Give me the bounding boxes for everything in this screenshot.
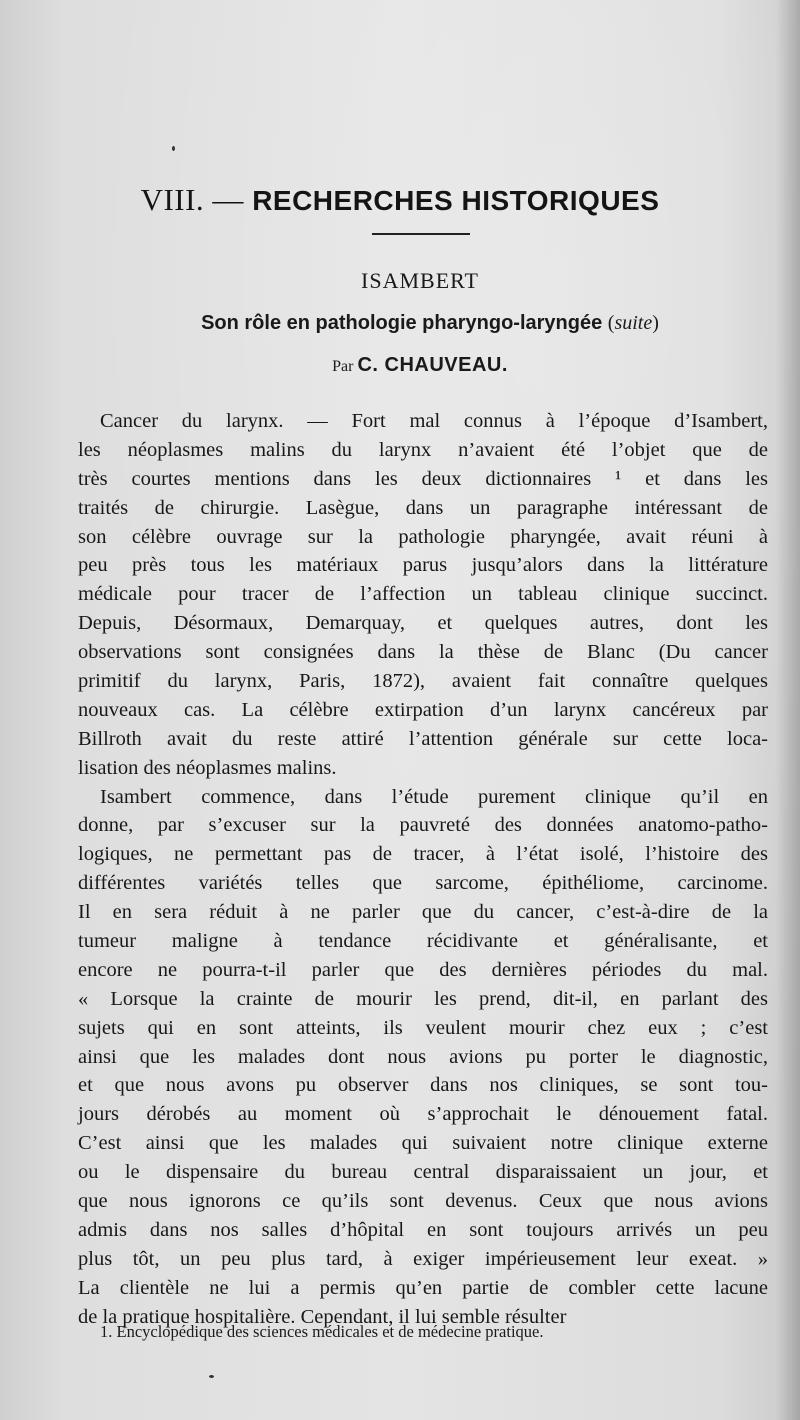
byline-prefix: Par xyxy=(332,358,354,375)
body-line: traités de chirurgie. Lasègue, dans un paragraphe intéressant de xyxy=(78,496,768,519)
body-line: tumeur maligne à tendance récidivante et généralisante, et xyxy=(78,930,768,953)
body-line: de la pratique hospitalière. Cependant, il lui semble résulter xyxy=(78,1305,567,1328)
body-line: logiques, ne permettant pas de tracer, à l’état isolé, l’histoire des xyxy=(78,843,768,866)
body-line: ainsi que les malades dont nous avions pu porter le diagnostic, xyxy=(78,1045,768,1068)
chapter-heading xyxy=(0,182,800,218)
body-line: très courtes mentions dans les deux dictionnaires ¹ et dans les xyxy=(78,467,768,490)
body-line: médicale pour tracer de l’affection un tableau clinique succinct. xyxy=(78,583,768,606)
body-line: La clientèle ne lui a permis qu’en partie de combler cette lacune xyxy=(78,1276,768,1299)
chapter-number: VIII. — xyxy=(140,182,244,217)
heading-rule xyxy=(372,233,470,235)
byline xyxy=(0,354,800,377)
body-line: admis dans nos salles d’hôpital en sont toujours arrivés un peu xyxy=(78,1218,768,1241)
body-line: Cancer du larynx. — Fort mal connus à l’époque d’Isambert, xyxy=(100,410,768,432)
subtitle-paren-close: ) xyxy=(652,312,659,334)
body-line: donne, par s’excuser sur la pauvreté des données anatomo-patho- xyxy=(78,814,768,837)
body-line: Il en sera réduit à ne parler que du cancer, c’est-à-dire de la xyxy=(78,901,768,924)
body-line: sujets qui en sont atteints, ils veulent mourir chez eux ; c’est xyxy=(78,1016,768,1039)
body-line: peu près tous les matériaux parus jusqu’alors dans la littérature xyxy=(78,554,768,577)
byline-author: C. CHAUVEAU. xyxy=(357,354,508,376)
article-name: ISAMBERT xyxy=(361,268,479,293)
body-line: Billroth avait du reste attiré l’attention générale sur cette loca- xyxy=(78,727,768,750)
ink-speck xyxy=(172,146,175,151)
body-line: Depuis, Désormaux, Demarquay, et quelques autres, dont les xyxy=(78,612,768,635)
subtitle-paren-open: ( xyxy=(607,312,615,334)
footnote: 1. Encyclopédique des sciences médicales et de médecine pratique. xyxy=(100,1322,544,1341)
body-line: encore ne pourra-t-il parler que des dernières périodes du mal. xyxy=(78,958,768,981)
body-line: les néoplasmes malins du larynx n’avaient été l’objet que de xyxy=(78,438,768,461)
article-subtitle xyxy=(0,312,800,335)
subtitle-suite: suite xyxy=(614,312,653,334)
body-line: ou le dispensaire du bureau central disparaissaient un jour, et xyxy=(78,1161,768,1184)
body-line: que nous ignorons ce qu’ils sont devenus. Ceux que nous avions xyxy=(78,1190,768,1213)
body-line: jours dérobés au moment où s’approchait le dénouement fatal. xyxy=(78,1103,768,1126)
body-line: Isambert commence, dans l’étude purement clinique qu’il en xyxy=(100,785,768,808)
body-line: plus tôt, un peu plus tard, à exiger impérieusement leur exeat. » xyxy=(78,1247,768,1270)
body-line: primitif du larynx, Paris, 1872), avaient fait connaître quelques xyxy=(78,670,768,693)
body-line: « Lorsque la crainte de mourir les prend, dit-il, en parlant des xyxy=(78,987,768,1010)
body-line: lisation des néoplasmes malins. xyxy=(78,756,337,779)
body-line: et que nous avons pu observer dans nos cliniques, se sont tou- xyxy=(78,1074,768,1097)
body-line: son célèbre ouvrage sur la pathologie pharyngée, avait réuni à xyxy=(78,525,768,548)
body-line: nouveaux cas. La célèbre extirpation d’un larynx cancéreux par xyxy=(78,698,768,721)
body-text xyxy=(78,407,768,1332)
subtitle-main: Son rôle en pathologie pharyngo-laryngée xyxy=(201,312,603,334)
body-line: observations sont consignées dans la thèse de Blanc (Du cancer xyxy=(78,641,768,664)
body-line: différentes variétés telles que sarcome, épithéliome, carcinome. xyxy=(78,872,768,895)
chapter-title: RECHERCHES HISTORIQUES xyxy=(252,185,660,216)
body-line: C’est ainsi que les malades qui suivaient notre clinique externe xyxy=(78,1132,768,1155)
ink-speck xyxy=(209,1375,214,1378)
